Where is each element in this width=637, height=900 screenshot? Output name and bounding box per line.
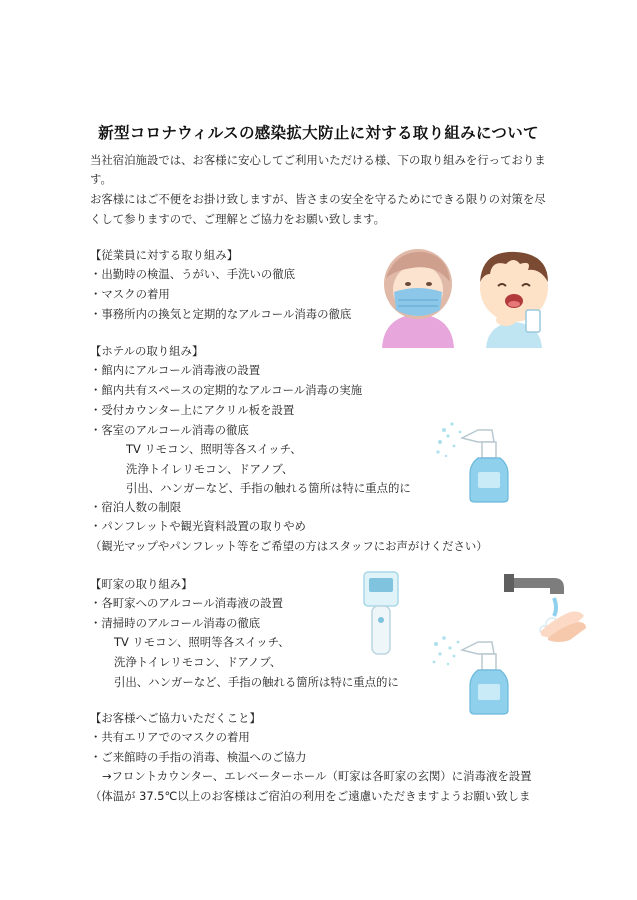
list-item: ・共有エリアでのマスクの着用 <box>90 730 250 744</box>
list-subitem: 引出、ハンガーなど、手指の触れる箇所は特に重点的に <box>114 675 399 689</box>
list-item: ・事務所内の換気と定期的なアルコール消毒の徹底 <box>90 307 352 321</box>
list-item: ・清掃時のアルコール消毒の徹底 <box>90 616 261 630</box>
gargling-boy-illustration <box>470 246 556 348</box>
intro-text: す。 <box>90 172 112 186</box>
spray-bottle-icon <box>430 624 526 716</box>
list-item: ・宿泊人数の制限 <box>90 500 182 514</box>
machiya-heading: 【町家の取り組み】 <box>90 577 193 591</box>
note-text: （観光マップやパンフレット等をご希望の方はスタッフにお声がけください） <box>90 539 488 553</box>
intro-text: くして参りますので、ご理解とご協力をお願い致します。 <box>90 212 386 226</box>
hotel-heading: 【ホテルの取り組み】 <box>90 344 204 358</box>
list-subitem: 洗浄トイレリモコン、ドアノブ、 <box>126 462 294 476</box>
arrow-text: →フロントカウンター、エレベーターホール（町家は各町家の玄関）に消毒液を設置 <box>102 769 532 783</box>
list-item: ・出勤時の検温、うがい、手洗いの徹底 <box>90 267 296 281</box>
masked-girl-illustration <box>376 244 460 348</box>
list-item: ・ご来館時の手指の消毒、検温へのご協力 <box>90 750 307 764</box>
list-item: ・マスクの着用 <box>90 287 170 301</box>
list-subitem: 洗浄トイレリモコン、ドアノブ、 <box>114 655 282 669</box>
intro-text: お客様にはご不便をお掛け致しますが、皆さまの安全を守るためにできる限りの対策を尽 <box>90 192 546 206</box>
list-subitem: TV リモコン、照明等各スイッチ、 <box>126 442 302 456</box>
note-text: （体温が 37.5℃以上のお客様はご宿泊の利用をご遠慮いただきますようお願い致しま <box>90 789 531 803</box>
list-item: ・各町家へのアルコール消毒液の設置 <box>90 596 283 610</box>
guests-heading: 【お客様へご協力いただくこと】 <box>90 711 261 725</box>
list-subitem: 引出、ハンガーなど、手指の触れる箇所は特に重点的に <box>126 481 411 495</box>
spray-bottle-icon <box>434 412 524 504</box>
list-item: ・受付カウンター上にアクリル板を設置 <box>90 403 295 417</box>
list-item: ・パンフレットや観光資料設置の取りやめ <box>90 519 306 533</box>
list-subitem: TV リモコン、照明等各スイッチ、 <box>114 635 290 649</box>
list-item: ・客室のアルコール消毒の徹底 <box>90 423 249 437</box>
thermometer-icon <box>362 570 402 658</box>
intro-text: 当社宿泊施設では、お客様に安心してご利用いただける様、下の取り組みを行っておりま <box>90 153 546 167</box>
staff-heading: 【従業員に対する取り組み】 <box>90 248 239 262</box>
list-item: ・館内共有スペースの定期的なアルコール消毒の実施 <box>90 383 363 397</box>
page-title: 新型コロナウィルスの感染拡大防止に対する取り組みについて <box>98 124 539 142</box>
list-item: ・館内にアルコール消毒液の設置 <box>90 363 261 377</box>
